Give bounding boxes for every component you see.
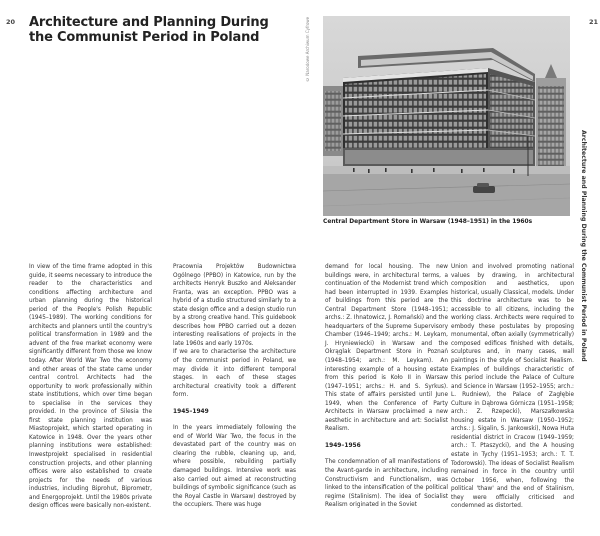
page-number-right: 21 <box>589 18 599 26</box>
department-store-illustration <box>323 16 570 216</box>
section-heading-1949-1956: 1949–1956 <box>325 442 361 449</box>
paragraph: If we are to characterise the architecture of the communist period in Poland, we may divide it into different temporal stages. In each of these stages architectural creativity took a different form. <box>173 349 296 399</box>
paragraph: In the years immediately following the end of World War Two, the focus in the devastated part of the country was on clearing the rubble, cleaning up, and, where possible, rebuilding partially damaged buildings. Intensive work was also carried out aimed at reconstructing buildings of symbolic significance (such as the Royal Castle in Warsaw) destroyed by the occupiers. There was huge <box>173 425 296 509</box>
running-head: Architecture and Planning During the Communist Period in Poland <box>580 130 587 362</box>
paragraph: Pracownia Projektów Budownictwa Ogólnego (PPBO) in Katowice, run by the architects Henryk Buszko and Aleksander Franta, was an exception. PPBO was a hybrid of a studio structured similarly to a state design office and a design studio run by a strong creative hand. This guidebook describes how PPBO carried out a dozen interesting realisations of projects in the late 1960s and early 1970s. <box>173 264 296 347</box>
paragraph: The condemnation of all manifestations of the Avant-garde in architecture, including Constructivism and Functionalism, was linked to the intensification of the political regime (Stalinism). The idea of Socialist Realism originated in the Soviet <box>325 459 448 509</box>
photo-credit: © Narodowe Archiwum Cyfrowe <box>305 16 310 82</box>
photo-caption: Central Department Store in Warsaw (1948–1951) in the 1960s <box>323 219 533 225</box>
section-heading-1945-1949: 1945–1949 <box>173 408 209 415</box>
text-column-3 <box>325 263 448 510</box>
page-number-left: 20 <box>6 18 16 26</box>
text-column-4 <box>451 263 574 511</box>
paragraph: Union and involved promoting national values by drawing, in architectural composition and aesthetics, upon historical, usually Classical, models. Under this doctrine architecture was to be accessible to all citizens, including the working class. Architects were required to embody these postulates by proposing monumental, often axially (symmetrically) composed edifices finished with details, sculptures and, in many cases, wall paintings in the style of Socialist Realism. Examples of buildings characteristic of this period include the Palace of Culture and Science in Warsaw (1952–1955; arch.: L. Rudniew), the Palace of Zagłębie Culture in Dąbrowa Górnicza (1951–1958; arch.: Z. Rzepecki), Marszałkowska housing estate in Warsaw (1950–1952; archs.: J. Sigalin, S. Jankowski), Nowa Huta residential district in Cracow (1949–1959; arch.: T. Ptaszycki), and the A housing estate in Tychy (1951–1953; arch.: T. T. Todorowski). The ideas of Socialist Realism remained in force in the country until October 1956, when, following the political 'thaw' and the end of Stalinism, they were officially criticised and condemned as distorted. <box>451 264 574 510</box>
paragraph: demand for local housing. The new buildings were, in architectural terms, a continuation of the Modernist trend which had been interrupted in 1939. Examples of buildings from this period are the Central Department Store (1948–1951; archs.: Z. Ihnatowicz, J. Romański) and the headquarters of the Supreme Supervisory Chamber (1946–1949; archs.: M. Leykam, J. Hryniewiecki) in Warsaw and the Okrąglak Department Store in Poznań (1948–1954; arch.: M. Leykam). An interesting example of a housing estate from this period is Koło II in Warsaw (1947–1951; archs.: H. and S. Syrkus). This state of affairs persisted until June 1949, when the Conference of Party Architects in Warsaw proclaimed a new aesthetic in architecture and art: Socialist Realism. <box>325 264 448 433</box>
building-photo <box>323 16 570 216</box>
text-column-2 <box>173 263 296 510</box>
page-title: Architecture and Planning During the Communist Period in Poland <box>29 15 269 45</box>
text-column-1 <box>29 263 152 511</box>
paragraph: In view of the time frame adopted in this guide, it seems necessary to introduce the reader to the characteristics and conditions affecting architecture and urban planning during the historical period of the People's Polish Republic (1945–1989). The working conditions for architects and planners until the country's political transformation in 1989 and the advent of the free market economy were significantly different from those we know today. After World War Two the economy and other areas of the state came under central control. Architects had the opportunity to work professionally within state institutions, which over time began to specialise in the services they provided. In the province of Silesia the first state planning institution was Miastoprojekt, which started operating in Katowice in 1948. Over the years other planning institutions were established: Inwestprojekt specialised in residential construction projects, and other planning offices were also established to create projects for the needs of various industries, including Biprohut, Biprometr, and Energoprojekt. Until the 1980s private design offices were basically non-existent. <box>29 264 153 510</box>
